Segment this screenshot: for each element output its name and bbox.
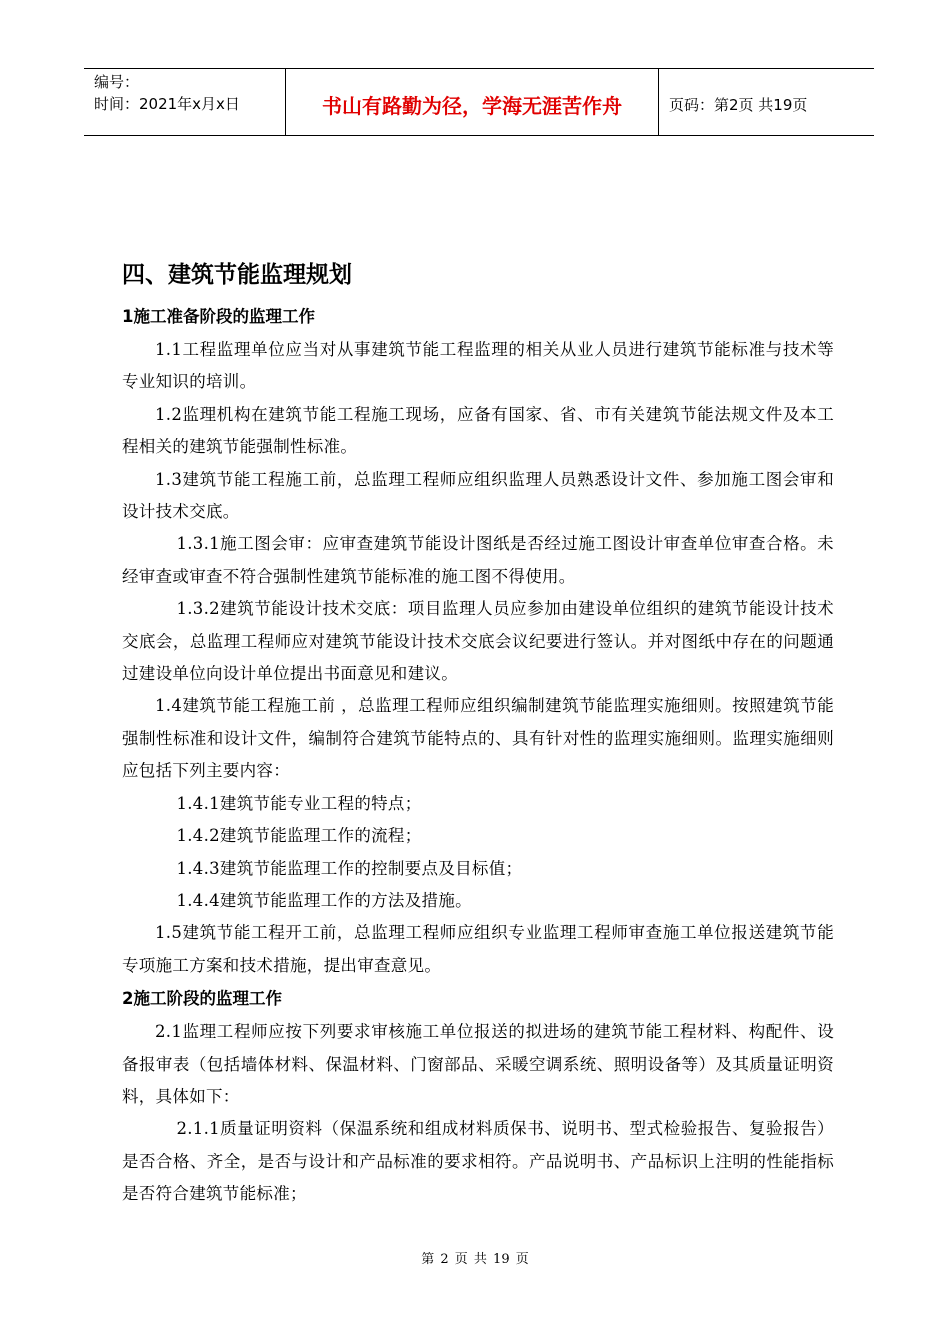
number-label: 编号：	[94, 73, 140, 91]
page-footer: 第 2 页 共 19 页	[421, 1252, 529, 1267]
paragraph: 1.1工程监理单位应当对从事建筑节能工程监理的相关从业人员进行建筑节能标准与技术等专业知识的培训。	[122, 340, 834, 392]
paragraph: 1.4建筑节能工程施工前 ，总监理工程师应组织编制建筑节能监理实施细则。按照建筑节能强制性标准和设计文件，编制符合建筑节能特点的、具有针对性的监理实施细则。监理实施细则应包括下列主要内容：	[122, 696, 834, 781]
time-label: 时间：2021年x月x日	[94, 95, 240, 113]
motto: 书山有路勤为径，学海无涯苦作舟	[286, 69, 659, 135]
document-body	[122, 260, 834, 1211]
page-indicator: 页码：第2页 共19页	[669, 95, 808, 114]
list-item: 1.4.3建筑节能监理工作的控制要点及目标值；	[176, 858, 523, 878]
paragraph: 2.1监理工程师应按下列要求审核施工单位报送的拟进场的建筑节能工程材料、构配件、设备报审表（包括墙体材料、保温材料、门窗部品、采暖空调系统、照明设备等）及其质量证明资料，具体如下：	[122, 1022, 834, 1106]
subsection-heading-2: 2施工阶段的监理工作	[122, 989, 282, 1009]
list-item: 1.4.2建筑节能监理工作的流程；	[176, 826, 422, 846]
paragraph: 1.3建筑节能工程施工前，总监理工程师应组织监理人员熟悉设计文件、参加施工图会审和设计技术交底。	[122, 469, 834, 522]
paragraph: 1.3.2建筑节能设计技术交底：项目监理人员应参加由建设单位组织的建筑节能设计技术交底会，总监理工程师应对建筑节能设计技术交底会议纪要进行签认。并对图纸中存在的问题通过建设单位向设计单位提出书面意见和建议。	[122, 599, 834, 684]
list-item: 1.4.1建筑节能专业工程的特点；	[176, 793, 422, 813]
header-meta	[84, 69, 286, 135]
list-item: 1.4.4建筑节能监理工作的方法及措施。	[176, 890, 472, 910]
paragraph: 1.2监理机构在建筑节能工程施工现场，应备有国家、省、市有关建筑节能法规文件及本工程相关的建筑节能强制性标准。	[122, 404, 834, 457]
section-title: 四、建筑节能监理规划	[122, 262, 352, 288]
paragraph: 1.5建筑节能工程开工前，总监理工程师应组织专业监理工程师审查施工单位报送建筑节能专项施工方案和技术措施，提出审查意见。	[122, 923, 834, 975]
paragraph: 1.3.1施工图会审：应审查建筑节能设计图纸是否经过施工图设计审查单位审查合格。未经审查或审查不符合强制性建筑节能标准的施工图不得使用。	[122, 534, 834, 586]
subsection-heading-1: 1施工准备阶段的监理工作	[122, 307, 315, 326]
paragraph: 2.1.1质量证明资料（保温系统和组成材料质保书、说明书、型式检验报告、复验报告）是否合格、齐全，是否与设计和产品标准的要求相符。产品说明书、产品标识上注明的性能指标是否符合建筑节能标准；	[122, 1119, 834, 1204]
page-header	[84, 68, 874, 136]
